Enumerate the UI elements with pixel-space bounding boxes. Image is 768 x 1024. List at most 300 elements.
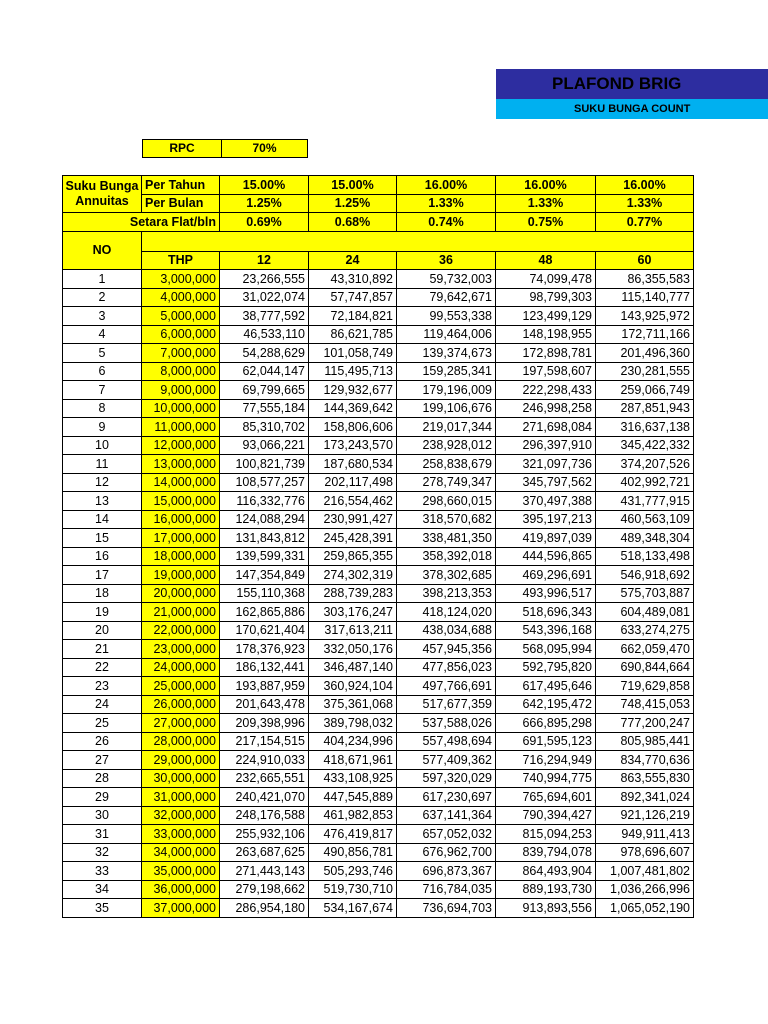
per-tahun-value[interactable]: 16.00% bbox=[496, 176, 596, 195]
thp-cell[interactable]: 19,000,000 bbox=[142, 566, 220, 585]
plafond-cell[interactable]: 240,421,070 bbox=[220, 788, 309, 807]
table-row bbox=[63, 307, 694, 326]
thp-cell[interactable]: 30,000,000 bbox=[142, 769, 220, 788]
plafond-cell[interactable]: 100,821,739 bbox=[220, 455, 309, 474]
thp-cell[interactable]: 13,000,000 bbox=[142, 455, 220, 474]
plafond-cell[interactable]: 497,766,691 bbox=[397, 677, 496, 696]
plafond-cell[interactable]: 259,066,749 bbox=[596, 381, 694, 400]
plafond-cell[interactable]: 676,962,700 bbox=[397, 843, 496, 862]
plafond-cell[interactable]: 209,398,996 bbox=[220, 714, 309, 733]
plafond-cell[interactable]: 518,696,343 bbox=[496, 603, 596, 622]
thp-cell[interactable]: 21,000,000 bbox=[142, 603, 220, 622]
plafond-cell[interactable]: 230,281,555 bbox=[596, 362, 694, 381]
plafond-cell[interactable]: 158,806,606 bbox=[309, 418, 397, 437]
thp-cell[interactable]: 7,000,000 bbox=[142, 344, 220, 363]
plafond-cell[interactable]: 490,856,781 bbox=[309, 843, 397, 862]
plafond-cell[interactable]: 187,680,534 bbox=[309, 455, 397, 474]
plafond-cell[interactable]: 258,838,679 bbox=[397, 455, 496, 474]
plafond-cell[interactable]: 575,703,887 bbox=[596, 584, 694, 603]
plafond-cell[interactable]: 31,022,074 bbox=[220, 288, 309, 307]
plafond-cell[interactable]: 476,419,817 bbox=[309, 825, 397, 844]
table-row bbox=[63, 825, 694, 844]
plafond-cell[interactable]: 72,184,821 bbox=[309, 307, 397, 326]
plafond-cell[interactable]: 358,392,018 bbox=[397, 547, 496, 566]
plafond-cell[interactable]: 864,493,904 bbox=[496, 862, 596, 881]
plafond-cell[interactable]: 748,415,053 bbox=[596, 695, 694, 714]
table-row bbox=[63, 806, 694, 825]
plafond-cell[interactable]: 1,007,481,802 bbox=[596, 862, 694, 881]
plafond-cell[interactable]: 418,671,961 bbox=[309, 751, 397, 770]
row-number[interactable]: 2 bbox=[63, 288, 142, 307]
plafond-cell[interactable]: 298,660,015 bbox=[397, 492, 496, 511]
plafond-cell[interactable]: 597,320,029 bbox=[397, 769, 496, 788]
thp-cell[interactable]: 37,000,000 bbox=[142, 899, 220, 918]
plafond-cell[interactable]: 85,310,702 bbox=[220, 418, 309, 437]
plafond-cell[interactable]: 519,730,710 bbox=[309, 880, 397, 899]
plafond-cell[interactable]: 518,133,498 bbox=[596, 547, 694, 566]
plafond-cell[interactable]: 375,361,068 bbox=[309, 695, 397, 714]
plafond-cell[interactable]: 46,533,110 bbox=[220, 325, 309, 344]
plafond-cell[interactable]: 129,932,677 bbox=[309, 381, 397, 400]
plafond-cell[interactable]: 461,982,853 bbox=[309, 806, 397, 825]
plafond-cell[interactable]: 1,065,052,190 bbox=[596, 899, 694, 918]
plafond-cell[interactable]: 288,739,283 bbox=[309, 584, 397, 603]
plafond-cell[interactable]: 834,770,636 bbox=[596, 751, 694, 770]
plafond-cell[interactable]: 186,132,441 bbox=[220, 658, 309, 677]
plafond-cell[interactable]: 505,293,746 bbox=[309, 862, 397, 881]
plafond-cell[interactable]: 568,095,994 bbox=[496, 640, 596, 659]
plafond-cell[interactable]: 286,954,180 bbox=[220, 899, 309, 918]
row-number[interactable]: 5 bbox=[63, 344, 142, 363]
plafond-cell[interactable]: 38,777,592 bbox=[220, 307, 309, 326]
per-bulan-value[interactable]: 1.33% bbox=[496, 194, 596, 213]
suku-bunga-label-line1: Suku Bunga bbox=[65, 179, 139, 193]
plafond-cell[interactable]: 316,637,138 bbox=[596, 418, 694, 437]
per-bulan-value[interactable]: 1.25% bbox=[220, 194, 309, 213]
tenor-header: 36 bbox=[397, 251, 496, 270]
flat-value[interactable]: 0.74% bbox=[397, 213, 496, 232]
thp-cell[interactable]: 17,000,000 bbox=[142, 529, 220, 548]
thp-cell[interactable]: 8,000,000 bbox=[142, 362, 220, 381]
row-number[interactable]: 28 bbox=[63, 769, 142, 788]
plafond-cell[interactable]: 219,017,344 bbox=[397, 418, 496, 437]
plafond-cell[interactable]: 255,932,106 bbox=[220, 825, 309, 844]
plafond-cell[interactable]: 57,747,857 bbox=[309, 288, 397, 307]
table-row bbox=[63, 621, 694, 640]
row-number[interactable]: 35 bbox=[63, 899, 142, 918]
plafond-cell[interactable]: 418,124,020 bbox=[397, 603, 496, 622]
plafond-cell[interactable]: 178,376,923 bbox=[220, 640, 309, 659]
plafond-cell[interactable]: 77,555,184 bbox=[220, 399, 309, 418]
thp-cell[interactable]: 12,000,000 bbox=[142, 436, 220, 455]
thp-cell[interactable]: 29,000,000 bbox=[142, 751, 220, 770]
plafond-cell[interactable]: 889,193,730 bbox=[496, 880, 596, 899]
plafond-cell[interactable]: 131,843,812 bbox=[220, 529, 309, 548]
row-number[interactable]: 13 bbox=[63, 492, 142, 511]
plafond-cell[interactable]: 201,496,360 bbox=[596, 344, 694, 363]
plafond-cell[interactable]: 224,910,033 bbox=[220, 751, 309, 770]
flat-value[interactable]: 0.77% bbox=[596, 213, 694, 232]
table-row bbox=[63, 788, 694, 807]
flat-value[interactable]: 0.69% bbox=[220, 213, 309, 232]
plafond-cell[interactable]: 271,698,084 bbox=[496, 418, 596, 437]
row-number[interactable]: 8 bbox=[63, 399, 142, 418]
plafond-cell[interactable]: 162,865,886 bbox=[220, 603, 309, 622]
plafond-cell[interactable]: 345,797,562 bbox=[496, 473, 596, 492]
plafond-cell[interactable]: 719,629,858 bbox=[596, 677, 694, 696]
row-number[interactable]: 29 bbox=[63, 788, 142, 807]
plafond-cell[interactable]: 604,489,081 bbox=[596, 603, 694, 622]
plafond-cell[interactable]: 245,428,391 bbox=[309, 529, 397, 548]
plafond-cell[interactable]: 338,481,350 bbox=[397, 529, 496, 548]
plafond-cell[interactable]: 592,795,820 bbox=[496, 658, 596, 677]
plafond-cell[interactable]: 617,230,697 bbox=[397, 788, 496, 807]
plafond-cell[interactable]: 263,687,625 bbox=[220, 843, 309, 862]
plafond-cell[interactable]: 790,394,427 bbox=[496, 806, 596, 825]
plafond-cell[interactable]: 690,844,664 bbox=[596, 658, 694, 677]
table-row bbox=[63, 880, 694, 899]
plafond-cell[interactable]: 62,044,147 bbox=[220, 362, 309, 381]
thp-cell[interactable]: 4,000,000 bbox=[142, 288, 220, 307]
plafond-cell[interactable]: 147,354,849 bbox=[220, 566, 309, 585]
table-row bbox=[63, 362, 694, 381]
plafond-cell[interactable]: 139,599,331 bbox=[220, 547, 309, 566]
plafond-cell[interactable]: 493,996,517 bbox=[496, 584, 596, 603]
flat-value[interactable]: 0.75% bbox=[496, 213, 596, 232]
plafond-cell[interactable]: 143,925,972 bbox=[596, 307, 694, 326]
spacer-row bbox=[63, 231, 694, 251]
plafond-cell[interactable]: 691,595,123 bbox=[496, 732, 596, 751]
per-tahun-value[interactable]: 15.00% bbox=[220, 176, 309, 195]
plafond-cell[interactable]: 296,397,910 bbox=[496, 436, 596, 455]
plafond-cell[interactable]: 148,198,955 bbox=[496, 325, 596, 344]
row-number[interactable]: 27 bbox=[63, 751, 142, 770]
thp-cell[interactable]: 27,000,000 bbox=[142, 714, 220, 733]
table-row bbox=[63, 843, 694, 862]
row-number[interactable]: 17 bbox=[63, 566, 142, 585]
plafond-cell[interactable]: 892,341,024 bbox=[596, 788, 694, 807]
row-number[interactable]: 26 bbox=[63, 732, 142, 751]
row-number[interactable]: 12 bbox=[63, 473, 142, 492]
plafond-cell[interactable]: 921,126,219 bbox=[596, 806, 694, 825]
table-row bbox=[63, 270, 694, 289]
plafond-cell[interactable]: 144,369,642 bbox=[309, 399, 397, 418]
plafond-cell[interactable]: 86,355,583 bbox=[596, 270, 694, 289]
plafond-cell[interactable]: 201,643,478 bbox=[220, 695, 309, 714]
plafond-cell[interactable]: 716,784,035 bbox=[397, 880, 496, 899]
row-number[interactable]: 25 bbox=[63, 714, 142, 733]
row-number[interactable]: 1 bbox=[63, 270, 142, 289]
plafond-cell[interactable]: 913,893,556 bbox=[496, 899, 596, 918]
plafond-cell[interactable]: 777,200,247 bbox=[596, 714, 694, 733]
plafond-cell[interactable]: 489,348,304 bbox=[596, 529, 694, 548]
sheet-subtitle: SUKU BUNGA COUNT bbox=[496, 99, 768, 119]
plafond-cell[interactable]: 666,895,298 bbox=[496, 714, 596, 733]
plafond-cell[interactable]: 69,799,665 bbox=[220, 381, 309, 400]
thp-cell[interactable]: 32,000,000 bbox=[142, 806, 220, 825]
tenor-header: 48 bbox=[496, 251, 596, 270]
per-bulan-value[interactable]: 1.25% bbox=[309, 194, 397, 213]
plafond-cell[interactable]: 238,928,012 bbox=[397, 436, 496, 455]
plafond-cell[interactable]: 86,621,785 bbox=[309, 325, 397, 344]
row-number[interactable]: 31 bbox=[63, 825, 142, 844]
plafond-cell[interactable]: 222,298,433 bbox=[496, 381, 596, 400]
table-row bbox=[63, 584, 694, 603]
rate-row-per-tahun bbox=[63, 176, 694, 195]
sheet-title: PLAFOND BRIG bbox=[496, 69, 768, 99]
plafond-cell[interactable]: 159,285,341 bbox=[397, 362, 496, 381]
table-row bbox=[63, 288, 694, 307]
table-row bbox=[63, 473, 694, 492]
per-bulan-value[interactable]: 1.33% bbox=[596, 194, 694, 213]
plafond-cell[interactable]: 59,732,003 bbox=[397, 270, 496, 289]
plafond-cell[interactable]: 469,296,691 bbox=[496, 566, 596, 585]
per-tahun-value[interactable]: 15.00% bbox=[309, 176, 397, 195]
row-number[interactable]: 4 bbox=[63, 325, 142, 344]
plafond-cell[interactable]: 79,642,671 bbox=[397, 288, 496, 307]
plafond-cell[interactable]: 119,464,006 bbox=[397, 325, 496, 344]
plafond-cell[interactable]: 216,554,462 bbox=[309, 492, 397, 511]
plafond-cell[interactable]: 557,498,694 bbox=[397, 732, 496, 751]
per-tahun-value[interactable]: 16.00% bbox=[596, 176, 694, 195]
plafond-cell[interactable]: 259,865,355 bbox=[309, 547, 397, 566]
row-number[interactable]: 10 bbox=[63, 436, 142, 455]
plafond-cell[interactable]: 815,094,253 bbox=[496, 825, 596, 844]
plafond-cell[interactable]: 378,302,685 bbox=[397, 566, 496, 585]
plafond-cell[interactable]: 43,310,892 bbox=[309, 270, 397, 289]
plafond-cell[interactable]: 74,099,478 bbox=[496, 270, 596, 289]
plafond-cell[interactable]: 230,991,427 bbox=[309, 510, 397, 529]
row-number[interactable]: 19 bbox=[63, 603, 142, 622]
plafond-cell[interactable]: 389,798,032 bbox=[309, 714, 397, 733]
table-row bbox=[63, 455, 694, 474]
plafond-cell[interactable]: 740,994,775 bbox=[496, 769, 596, 788]
plafond-cell[interactable]: 274,302,319 bbox=[309, 566, 397, 585]
plafond-cell[interactable]: 202,117,498 bbox=[309, 473, 397, 492]
plafond-cell[interactable]: 402,992,721 bbox=[596, 473, 694, 492]
plafond-cell[interactable]: 696,873,367 bbox=[397, 862, 496, 881]
plafond-cell[interactable]: 404,234,996 bbox=[309, 732, 397, 751]
plafond-cell[interactable]: 863,555,830 bbox=[596, 769, 694, 788]
plafond-cell[interactable]: 438,034,688 bbox=[397, 621, 496, 640]
plafond-cell[interactable]: 736,694,703 bbox=[397, 899, 496, 918]
row-number[interactable]: 32 bbox=[63, 843, 142, 862]
plafond-cell[interactable]: 537,588,026 bbox=[397, 714, 496, 733]
thp-cell[interactable]: 10,000,000 bbox=[142, 399, 220, 418]
table-row bbox=[63, 547, 694, 566]
thp-cell[interactable]: 26,000,000 bbox=[142, 695, 220, 714]
row-number[interactable]: 21 bbox=[63, 640, 142, 659]
plafond-cell[interactable]: 170,621,404 bbox=[220, 621, 309, 640]
plafond-cell[interactable]: 534,167,674 bbox=[309, 899, 397, 918]
row-number[interactable]: 33 bbox=[63, 862, 142, 881]
plafond-cell[interactable]: 317,613,211 bbox=[309, 621, 397, 640]
table-row bbox=[63, 677, 694, 696]
plafond-cell[interactable]: 716,294,949 bbox=[496, 751, 596, 770]
plafond-cell[interactable]: 431,777,915 bbox=[596, 492, 694, 511]
thp-cell[interactable]: 5,000,000 bbox=[142, 307, 220, 326]
thp-cell[interactable]: 18,000,000 bbox=[142, 547, 220, 566]
plafond-cell[interactable]: 517,677,359 bbox=[397, 695, 496, 714]
plafond-cell[interactable]: 477,856,023 bbox=[397, 658, 496, 677]
plafond-cell[interactable]: 115,495,713 bbox=[309, 362, 397, 381]
plafond-cell[interactable]: 172,711,166 bbox=[596, 325, 694, 344]
plafond-cell[interactable]: 346,487,140 bbox=[309, 658, 397, 677]
table-row bbox=[63, 325, 694, 344]
plafond-cell[interactable]: 617,495,646 bbox=[496, 677, 596, 696]
plafond-cell[interactable]: 949,911,413 bbox=[596, 825, 694, 844]
table-row bbox=[63, 566, 694, 585]
plafond-cell[interactable]: 123,499,129 bbox=[496, 307, 596, 326]
plafond-cell[interactable]: 278,749,347 bbox=[397, 473, 496, 492]
plafond-cell[interactable]: 460,563,109 bbox=[596, 510, 694, 529]
plafond-cell[interactable]: 93,066,221 bbox=[220, 436, 309, 455]
flat-value[interactable]: 0.68% bbox=[309, 213, 397, 232]
row-number[interactable]: 18 bbox=[63, 584, 142, 603]
row-number[interactable]: 22 bbox=[63, 658, 142, 677]
thp-cell[interactable]: 3,000,000 bbox=[142, 270, 220, 289]
plafond-cell[interactable]: 98,799,303 bbox=[496, 288, 596, 307]
plafond-cell[interactable]: 279,198,662 bbox=[220, 880, 309, 899]
plafond-cell[interactable]: 642,195,472 bbox=[496, 695, 596, 714]
per-bulan-value[interactable]: 1.33% bbox=[397, 194, 496, 213]
row-number[interactable]: 6 bbox=[63, 362, 142, 381]
row-number[interactable]: 9 bbox=[63, 418, 142, 437]
rpc-label[interactable]: RPC bbox=[142, 139, 222, 158]
plafond-table bbox=[62, 175, 694, 918]
plafond-cell[interactable]: 321,097,736 bbox=[496, 455, 596, 474]
plafond-cell[interactable]: 543,396,168 bbox=[496, 621, 596, 640]
plafond-cell[interactable]: 197,598,607 bbox=[496, 362, 596, 381]
thp-cell[interactable]: 14,000,000 bbox=[142, 473, 220, 492]
column-header-row bbox=[63, 251, 694, 270]
plafond-cell[interactable]: 173,243,570 bbox=[309, 436, 397, 455]
plafond-cell[interactable]: 433,108,925 bbox=[309, 769, 397, 788]
plafond-cell[interactable]: 839,794,078 bbox=[496, 843, 596, 862]
row-number[interactable]: 23 bbox=[63, 677, 142, 696]
table-row bbox=[63, 418, 694, 437]
thp-cell[interactable]: 15,000,000 bbox=[142, 492, 220, 511]
plafond-cell[interactable]: 637,141,364 bbox=[397, 806, 496, 825]
thp-cell[interactable]: 20,000,000 bbox=[142, 584, 220, 603]
table-row bbox=[63, 344, 694, 363]
plafond-cell[interactable]: 246,998,258 bbox=[496, 399, 596, 418]
plafond-cell[interactable]: 444,596,865 bbox=[496, 547, 596, 566]
plafond-cell[interactable]: 345,422,332 bbox=[596, 436, 694, 455]
plafond-cell[interactable]: 54,288,629 bbox=[220, 344, 309, 363]
row-number[interactable]: 34 bbox=[63, 880, 142, 899]
rpc-value[interactable]: 70% bbox=[221, 139, 308, 158]
thp-cell[interactable]: 22,000,000 bbox=[142, 621, 220, 640]
thp-cell[interactable]: 9,000,000 bbox=[142, 381, 220, 400]
rate-row-flat bbox=[63, 213, 694, 232]
thp-cell[interactable]: 11,000,000 bbox=[142, 418, 220, 437]
plafond-cell[interactable]: 271,443,143 bbox=[220, 862, 309, 881]
plafond-cell[interactable]: 124,088,294 bbox=[220, 510, 309, 529]
plafond-cell[interactable]: 395,197,213 bbox=[496, 510, 596, 529]
plafond-cell[interactable]: 232,665,551 bbox=[220, 769, 309, 788]
thp-cell[interactable]: 24,000,000 bbox=[142, 658, 220, 677]
plafond-cell[interactable]: 115,140,777 bbox=[596, 288, 694, 307]
plafond-cell[interactable]: 318,570,682 bbox=[397, 510, 496, 529]
tenor-header: 60 bbox=[596, 251, 694, 270]
plafond-cell[interactable]: 546,918,692 bbox=[596, 566, 694, 585]
plafond-cell[interactable]: 633,274,275 bbox=[596, 621, 694, 640]
plafond-cell[interactable]: 577,409,362 bbox=[397, 751, 496, 770]
plafond-cell[interactable]: 101,058,749 bbox=[309, 344, 397, 363]
plafond-cell[interactable]: 303,176,247 bbox=[309, 603, 397, 622]
table-row bbox=[63, 436, 694, 455]
row-number[interactable]: 20 bbox=[63, 621, 142, 640]
thp-cell[interactable]: 25,000,000 bbox=[142, 677, 220, 696]
plafond-cell[interactable]: 374,207,526 bbox=[596, 455, 694, 474]
row-number[interactable]: 7 bbox=[63, 381, 142, 400]
row-number[interactable]: 3 bbox=[63, 307, 142, 326]
thp-cell[interactable]: 28,000,000 bbox=[142, 732, 220, 751]
plafond-cell[interactable]: 155,110,368 bbox=[220, 584, 309, 603]
suku-bunga-label bbox=[63, 176, 142, 213]
plafond-cell[interactable]: 662,059,470 bbox=[596, 640, 694, 659]
plafond-cell[interactable]: 179,196,009 bbox=[397, 381, 496, 400]
row-number[interactable]: 16 bbox=[63, 547, 142, 566]
plafond-cell[interactable]: 108,577,257 bbox=[220, 473, 309, 492]
plafond-cell[interactable]: 199,106,676 bbox=[397, 399, 496, 418]
thp-cell[interactable]: 34,000,000 bbox=[142, 843, 220, 862]
plafond-cell[interactable]: 193,887,959 bbox=[220, 677, 309, 696]
plafond-cell[interactable]: 447,545,889 bbox=[309, 788, 397, 807]
thp-cell[interactable]: 36,000,000 bbox=[142, 880, 220, 899]
table-row bbox=[63, 862, 694, 881]
plafond-cell[interactable]: 457,945,356 bbox=[397, 640, 496, 659]
plafond-cell[interactable]: 287,851,943 bbox=[596, 399, 694, 418]
plafond-cell[interactable]: 139,374,673 bbox=[397, 344, 496, 363]
thp-cell[interactable]: 33,000,000 bbox=[142, 825, 220, 844]
plafond-cell[interactable]: 419,897,039 bbox=[496, 529, 596, 548]
thp-header: THP bbox=[142, 251, 220, 270]
row-number[interactable]: 11 bbox=[63, 455, 142, 474]
thp-cell[interactable]: 16,000,000 bbox=[142, 510, 220, 529]
per-tahun-value[interactable]: 16.00% bbox=[397, 176, 496, 195]
plafond-cell[interactable]: 116,332,776 bbox=[220, 492, 309, 511]
rate-row-per-bulan bbox=[63, 194, 694, 213]
plafond-cell[interactable]: 332,050,176 bbox=[309, 640, 397, 659]
plafond-cell[interactable]: 657,052,032 bbox=[397, 825, 496, 844]
plafond-cell[interactable]: 23,266,555 bbox=[220, 270, 309, 289]
plafond-cell[interactable]: 360,924,104 bbox=[309, 677, 397, 696]
row-number[interactable]: 15 bbox=[63, 529, 142, 548]
plafond-cell[interactable]: 217,154,515 bbox=[220, 732, 309, 751]
table-row bbox=[63, 603, 694, 622]
thp-cell[interactable]: 6,000,000 bbox=[142, 325, 220, 344]
row-number[interactable]: 14 bbox=[63, 510, 142, 529]
thp-cell[interactable]: 35,000,000 bbox=[142, 862, 220, 881]
plafond-cell[interactable]: 978,696,607 bbox=[596, 843, 694, 862]
plafond-cell[interactable]: 765,694,601 bbox=[496, 788, 596, 807]
row-number[interactable]: 24 bbox=[63, 695, 142, 714]
table-row bbox=[63, 399, 694, 418]
thp-cell[interactable]: 23,000,000 bbox=[142, 640, 220, 659]
row-number[interactable]: 30 bbox=[63, 806, 142, 825]
plafond-cell[interactable]: 370,497,388 bbox=[496, 492, 596, 511]
plafond-cell[interactable]: 99,553,338 bbox=[397, 307, 496, 326]
plafond-cell[interactable]: 172,898,781 bbox=[496, 344, 596, 363]
plafond-cell[interactable]: 805,985,441 bbox=[596, 732, 694, 751]
thp-cell[interactable]: 31,000,000 bbox=[142, 788, 220, 807]
plafond-cell[interactable]: 398,213,353 bbox=[397, 584, 496, 603]
plafond-cell[interactable]: 1,036,266,996 bbox=[596, 880, 694, 899]
per-bulan-label: Per Bulan bbox=[142, 194, 220, 213]
plafond-cell[interactable]: 248,176,588 bbox=[220, 806, 309, 825]
